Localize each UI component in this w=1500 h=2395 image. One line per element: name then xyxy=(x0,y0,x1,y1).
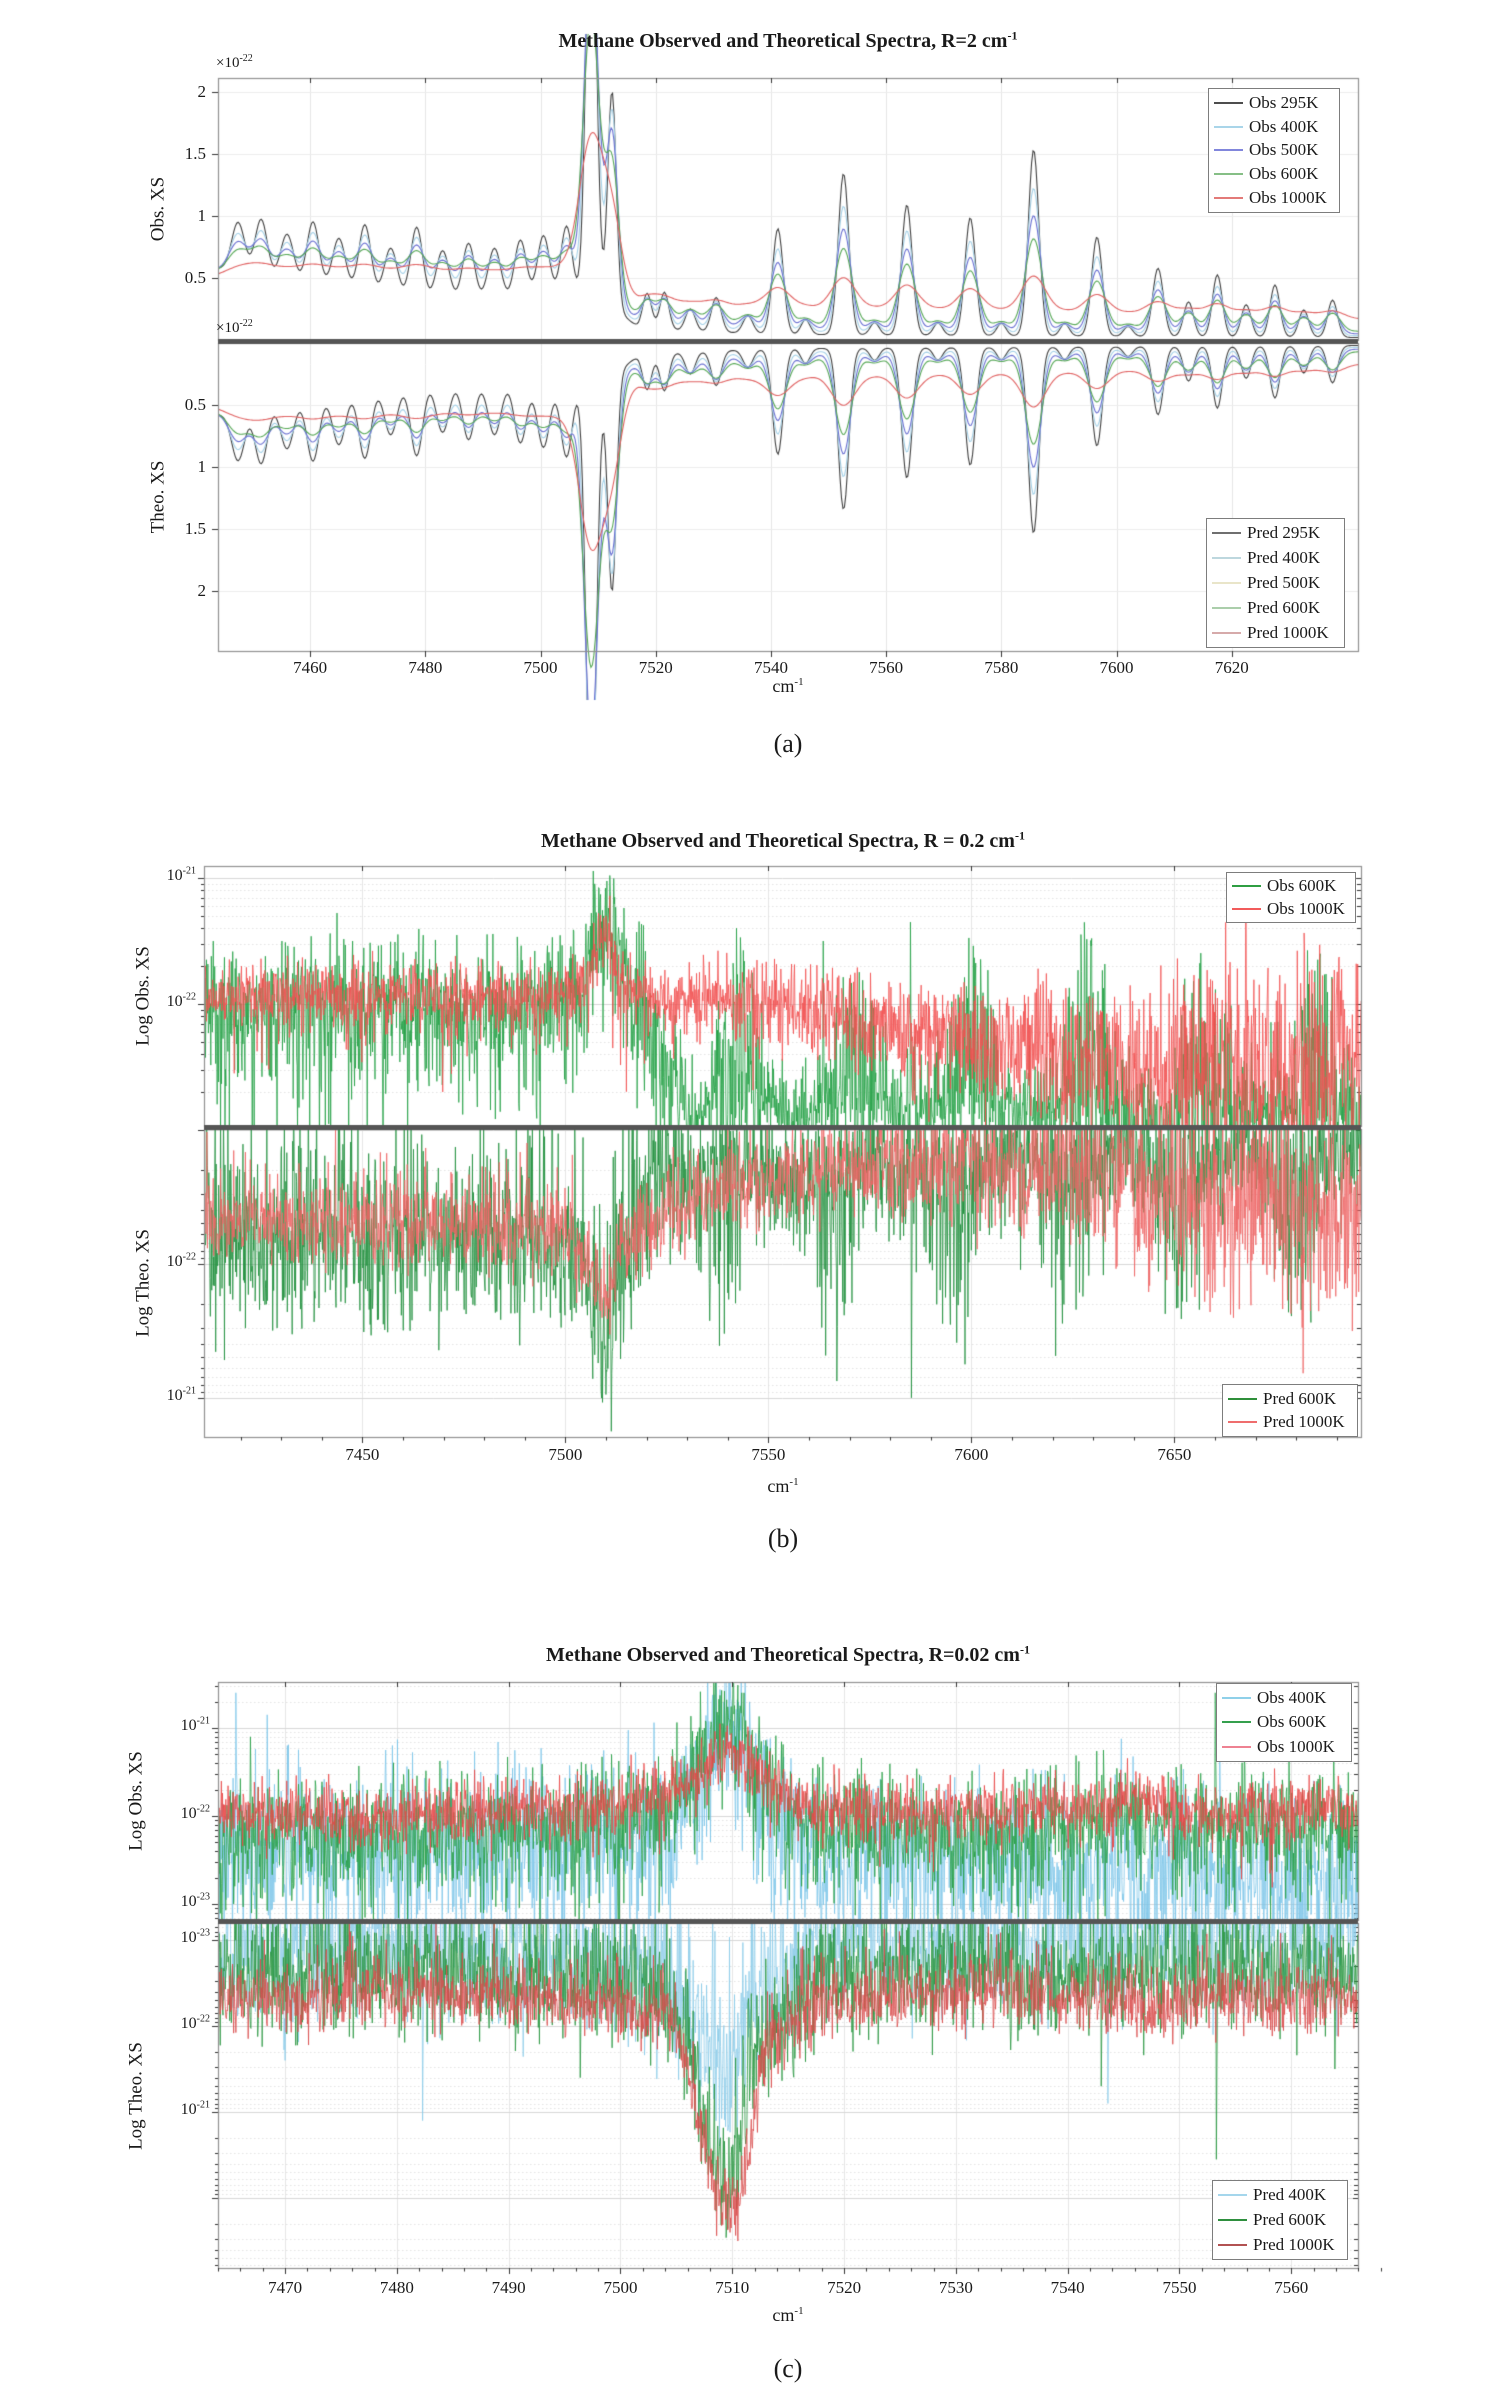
legend-line-sample xyxy=(1214,102,1243,104)
panel-a-offset-top: $\times 10^{-22}$ xyxy=(216,53,253,71)
panel-a-xtick: 7580 xyxy=(984,658,1019,677)
panel-a-legend-obs xyxy=(1208,88,1340,213)
legend-item xyxy=(1218,2185,1342,2205)
panel-a-xtick: 7600 xyxy=(1099,658,1134,677)
legend-line-sample xyxy=(1212,632,1241,634)
legend-label: Pred 400K xyxy=(1253,2185,1327,2205)
panel-b-ylabel-obs: Log Obs. XS xyxy=(132,946,154,1046)
panel-a-ytick-obs: 0.5 xyxy=(184,268,206,287)
panel-a-caption: (a) xyxy=(773,729,803,758)
panel-a-ytick-obs: 2 xyxy=(197,82,206,101)
legend-item xyxy=(1212,573,1339,593)
panel-c-ylabel-obs: Log Obs. XS xyxy=(125,1751,147,1851)
panel-c-xtick: 7550 xyxy=(1162,2278,1197,2297)
legend-item xyxy=(1214,164,1334,184)
legend-line-sample xyxy=(1212,607,1241,609)
panel-b-xlabel: $cm^{-1}$ xyxy=(767,1476,799,1496)
panel-c-xtick: 7480 xyxy=(379,2278,414,2297)
legend-line-sample xyxy=(1214,173,1243,175)
panel-c-xtick: 7540 xyxy=(1050,2278,1085,2297)
legend-item xyxy=(1232,876,1350,896)
panel-b-xtick: 7500 xyxy=(548,1445,583,1464)
panel-c-legend-obs xyxy=(1216,1683,1352,1762)
panel-c-ytick-obs: $10^{-23}$ xyxy=(180,1891,210,1910)
panel-a-ytick-theo: 0.5 xyxy=(184,395,206,414)
panel-a-ytick-obs: 1 xyxy=(197,206,206,225)
panel-a-xtick: 7520 xyxy=(638,658,673,677)
legend-item xyxy=(1232,899,1350,919)
panel-c-xtick: 7520 xyxy=(827,2278,862,2297)
panel-b-ytick-obs: $10^{-22}$ xyxy=(166,991,196,1010)
panel-b-caption: (b) xyxy=(767,1524,799,1553)
panel-a-ylabel-theo: Theo. XS xyxy=(147,460,169,534)
panel-c-ytick-theo: $10^{-21}$ xyxy=(180,2099,210,2119)
legend-line-sample xyxy=(1214,126,1243,128)
legend-line-sample xyxy=(1212,557,1241,559)
panel-a-ylabel-obs: Obs. XS xyxy=(147,176,169,242)
legend-label: Pred 295K xyxy=(1247,523,1321,543)
panel-c-xtick: 7560 xyxy=(1274,2278,1309,2297)
panel-a-xtick: 7560 xyxy=(869,658,904,677)
legend-label: Pred 500K xyxy=(1247,572,1321,592)
panel-a-ytick-obs: 1.5 xyxy=(184,144,206,163)
legend-item xyxy=(1214,93,1334,113)
panel-a-offset-bottom: $\times 10^{-22}$ xyxy=(216,318,253,336)
legend-label: Obs 600K xyxy=(1267,876,1337,896)
panel-c-legend-pred xyxy=(1212,2180,1348,2260)
legend-line-sample xyxy=(1214,149,1243,151)
legend-line-sample xyxy=(1218,2194,1247,2196)
legend-item xyxy=(1218,2235,1342,2255)
legend-line-sample xyxy=(1222,1721,1251,1723)
panel-a-xtick: 7500 xyxy=(523,658,558,677)
panel-c-xtick: 7530 xyxy=(938,2278,973,2297)
legend-label: Obs 400K xyxy=(1249,116,1319,136)
legend-item xyxy=(1222,1737,1346,1757)
legend-line-sample xyxy=(1232,908,1261,910)
panel-c-xtick: 7510 xyxy=(715,2278,750,2297)
legend-item xyxy=(1228,1389,1352,1409)
panel-a-xtick: 7460 xyxy=(293,658,328,677)
legend-line-sample xyxy=(1228,1398,1257,1400)
legend-line-sample xyxy=(1222,1746,1251,1748)
legend-line-sample xyxy=(1212,532,1241,534)
legend-line-sample xyxy=(1232,885,1261,887)
panel-a-xtick: 7540 xyxy=(753,658,788,677)
legend-line-sample xyxy=(1212,582,1241,584)
legend-line-sample xyxy=(1218,2244,1247,2246)
panel-b-ylabel-theo: Log Theo. XS xyxy=(132,1229,154,1337)
panel-b-xtick: 7650 xyxy=(1157,1445,1192,1464)
panel-c-xtick: 7500 xyxy=(603,2278,638,2297)
panel-b-xtick: 7550 xyxy=(751,1445,786,1464)
legend-label: Obs 600K xyxy=(1257,1712,1327,1732)
legend-label: Obs 1000K xyxy=(1257,1736,1335,1756)
legend-label: Obs 400K xyxy=(1257,1688,1327,1708)
panel-a-xtick: 7480 xyxy=(408,658,443,677)
panel-b-legend-obs xyxy=(1226,872,1356,923)
panel-a-title: Methane Observed and Theoretical Spectra, R=2 $cm^{-1}$ xyxy=(558,28,1018,52)
panel-a-ytick-theo: 1.5 xyxy=(184,519,206,538)
panel-b-xtick: 7600 xyxy=(954,1445,989,1464)
legend-line-sample xyxy=(1214,197,1243,199)
panel-c-ylabel-theo: Log Theo. XS xyxy=(125,2042,147,2150)
panel-c-caption: (c) xyxy=(773,2354,803,2383)
panel-b-legend-pred xyxy=(1222,1384,1358,1437)
legend-item xyxy=(1214,117,1334,137)
panel-a-ytick-theo: 2 xyxy=(197,581,206,600)
panel-c-xlabel: $cm^{-1}$ xyxy=(772,2305,804,2325)
legend-label: Obs 600K xyxy=(1249,164,1319,184)
panel-c-xtick: 7490 xyxy=(491,2278,526,2297)
legend-item xyxy=(1212,623,1339,643)
legend-item xyxy=(1222,1712,1346,1732)
legend-line-sample xyxy=(1228,1421,1257,1423)
panel-c-ytick-obs: $10^{-22}$ xyxy=(180,1803,210,1822)
legend-label: Obs 500K xyxy=(1249,140,1319,160)
legend-label: Pred 600K xyxy=(1263,1388,1337,1408)
legend-item xyxy=(1212,523,1339,543)
panel-c-ytick-theo: $10^{-23}$ xyxy=(180,1927,210,1947)
panel-b-title: Methane Observed and Theoretical Spectra, R = 0.2 $cm^{-1}$ xyxy=(541,828,1025,852)
panel-b-xtick: 7450 xyxy=(345,1445,380,1464)
panel-b-ytick-theo: $10^{-21}$ xyxy=(166,1385,196,1404)
legend-label: Obs 1000K xyxy=(1267,898,1345,918)
panel-c-ytick-theo: $10^{-22}$ xyxy=(180,2013,210,2033)
panel-c-xtick: 7470 xyxy=(268,2278,303,2297)
legend-item xyxy=(1212,548,1339,568)
legend-label: Pred 1000K xyxy=(1247,622,1329,642)
legend-label: Pred 1000K xyxy=(1263,1412,1345,1432)
legend-item xyxy=(1212,598,1339,618)
legend-item xyxy=(1214,188,1334,208)
legend-item xyxy=(1218,2210,1342,2230)
legend-line-sample xyxy=(1218,2219,1247,2221)
panel-a-ytick-theo: 1 xyxy=(197,457,206,476)
panel-a-legend-pred xyxy=(1206,518,1345,648)
legend-label: Pred 600K xyxy=(1253,2209,1327,2229)
legend-label: Pred 600K xyxy=(1247,597,1321,617)
panel-c-title: Methane Observed and Theoretical Spectra, R=0.02 $cm^{-1}$ xyxy=(546,1642,1030,1666)
legend-label: Obs 1000K xyxy=(1249,188,1327,208)
panel-c-ytick-obs: $10^{-21}$ xyxy=(180,1715,210,1734)
legend-item xyxy=(1228,1412,1352,1432)
panel-a-xtick: 7620 xyxy=(1214,658,1249,677)
panel-b-ytick-theo: $10^{-22}$ xyxy=(166,1251,196,1270)
legend-item xyxy=(1214,140,1334,160)
legend-label: Obs 295K xyxy=(1249,92,1319,112)
legend-label: Pred 1000K xyxy=(1253,2234,1335,2254)
legend-item xyxy=(1222,1688,1346,1708)
legend-label: Pred 400K xyxy=(1247,548,1321,568)
panel-b-ytick-obs: $10^{-21}$ xyxy=(166,865,196,884)
panel-a-xlabel: $cm^{-1}$ xyxy=(772,676,804,696)
legend-line-sample xyxy=(1222,1697,1251,1699)
